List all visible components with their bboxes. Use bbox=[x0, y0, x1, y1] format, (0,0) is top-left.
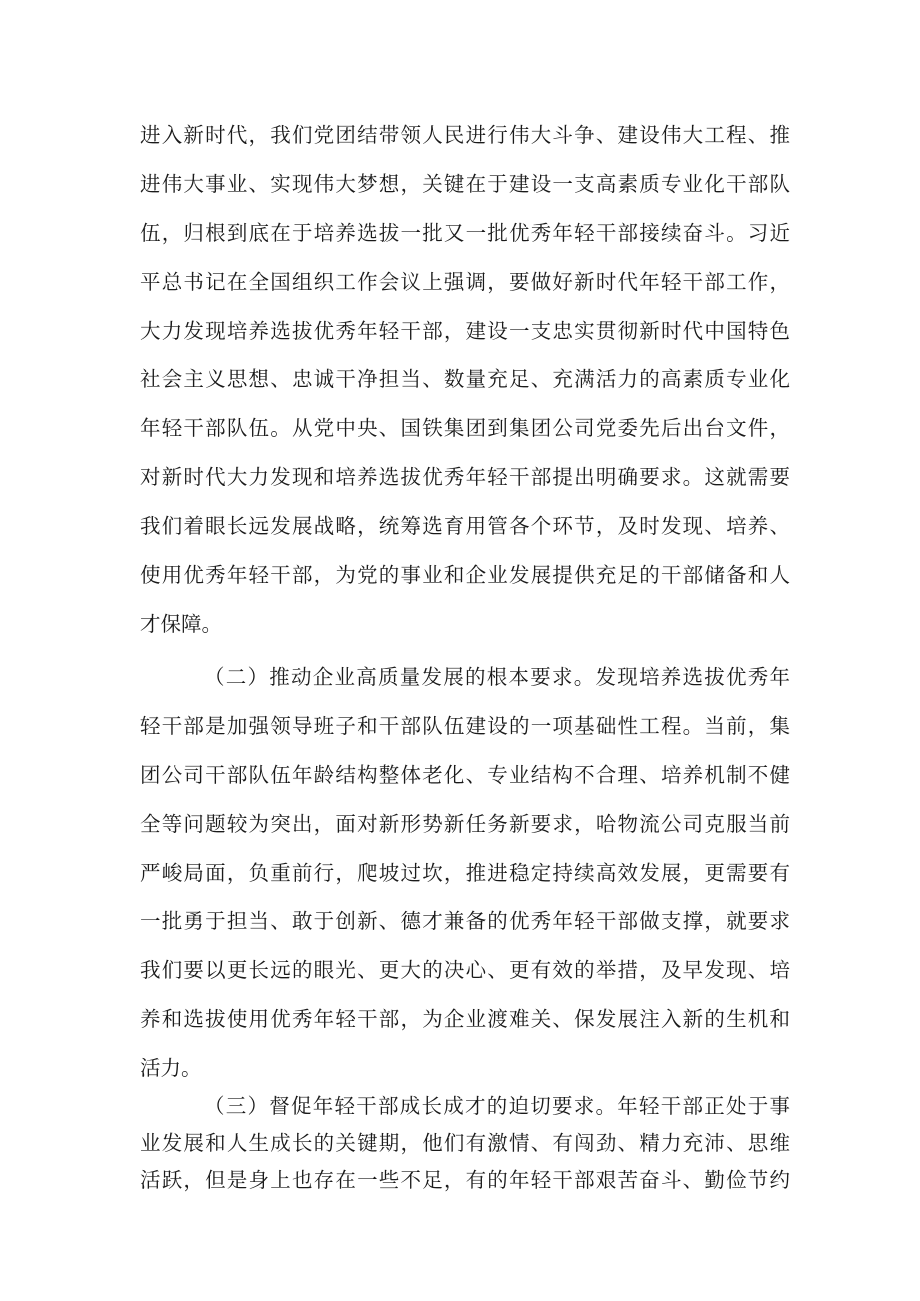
paragraph-line: 活跃，但是身上也存在一些不足，有的年轻干部艰苦奋斗、勤俭节约 bbox=[140, 1168, 790, 1192]
paragraph-line: 全等问题较为突出，面对新形势新任务新要求，哈物流公司克服当前 bbox=[140, 811, 790, 836]
paragraph-line: 养和选拔使用优秀年轻干部，为企业渡难关、保发展注入新的生机和 bbox=[140, 1007, 790, 1032]
paragraph-line: 我们着眼长远发展战略，统筹选育用管各个环节，及时发现、培养、 bbox=[140, 514, 790, 539]
paragraph-line: 严峻局面，负重前行，爬坡过坎，推进稳定持续高效发展，更需要有 bbox=[140, 860, 790, 885]
paragraph-2 bbox=[140, 653, 790, 1093]
paragraph-line: 团公司干部队伍年龄结构整体老化、专业结构不合理、培养机制不健 bbox=[140, 762, 790, 787]
paragraph-line: 社会主义思想、忠诚干净担当、数量充足、充满活力的高素质专业化 bbox=[140, 367, 790, 392]
paragraph-line: 进入新时代，我们党团结带领人民进行伟大斗争、建设伟大工程、推 bbox=[140, 123, 790, 147]
paragraph-line: 进伟大事业、实现伟大梦想，关键在于建设一支高素质专业化干部队 bbox=[140, 171, 790, 196]
paragraph-line: 我们要以更长远的眼光、更大的决心、更有效的举措，及早发现、培 bbox=[140, 958, 790, 983]
paragraph-line: 使用优秀年轻干部，为党的事业和企业发展提供充足的干部储备和人 bbox=[140, 563, 790, 588]
paragraph-line: 活力。 bbox=[140, 1056, 202, 1081]
paragraph-line: 伍，归根到底在于培养选拔一批又一批优秀年轻干部接续奋斗。习近 bbox=[140, 220, 790, 245]
paragraph-line: 大力发现培养选拔优秀年轻干部，建设一支忠实贯彻新时代中国特色 bbox=[140, 318, 790, 343]
paragraph-line: 对新时代大力发现和培养选拔优秀年轻干部提出明确要求。这就需要 bbox=[140, 465, 790, 490]
section-heading-line: （二）推动企业高质量发展的根本要求。发现培养选拔优秀年 bbox=[204, 665, 790, 689]
paragraph-line: 平总书记在全国组织工作会议上强调，要做好新时代年轻干部工作， bbox=[140, 269, 790, 294]
paragraph-line: 才保障。 bbox=[140, 611, 222, 636]
paragraph-3 bbox=[140, 1088, 790, 1199]
paragraph-line: 业发展和人生成长的关键期，他们有激情、有闯劲、精力充沛、思维 bbox=[140, 1131, 790, 1155]
paragraph-line: 一批勇于担当、敢于创新、德才兼备的优秀年轻干部做支撑，就要求 bbox=[140, 909, 790, 934]
paragraph-line: 年轻干部队伍。从党中央、国铁集团到集团公司党委先后出台文件， bbox=[140, 416, 790, 441]
paragraph-line: 轻干部是加强领导班子和干部队伍建设的一项基础性工程。当前，集 bbox=[140, 713, 790, 738]
paragraph-1 bbox=[140, 111, 790, 649]
section-heading-line: （三）督促年轻干部成长成才的迫切要求。年轻干部正处于事 bbox=[204, 1094, 790, 1118]
